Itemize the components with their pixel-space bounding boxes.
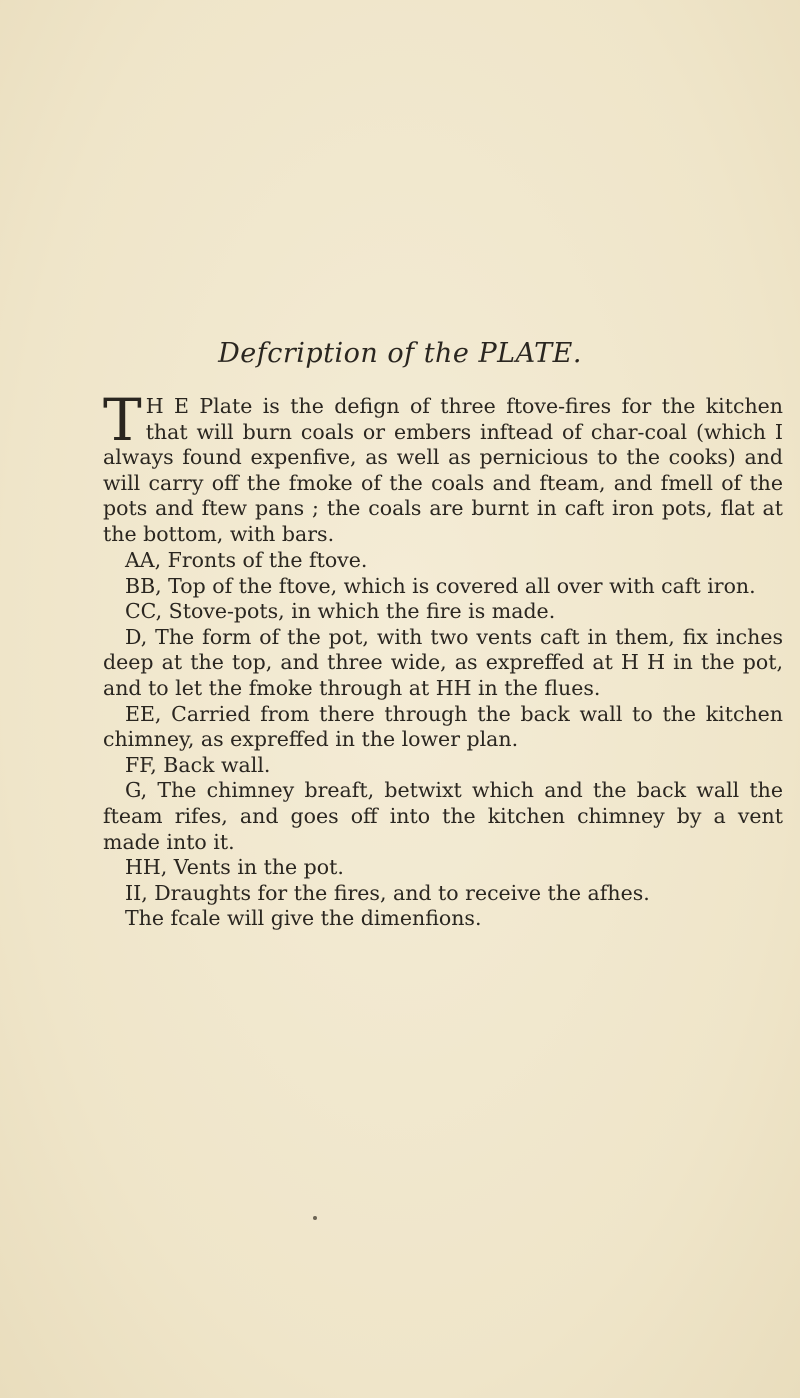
legend-list xyxy=(103,548,783,932)
legend-entry-bb: BB, Top of the ftove, which is covered all over with caft iron. xyxy=(125,573,756,598)
intro-paragraph xyxy=(103,386,783,548)
page-title: Defcription of the PLATE. xyxy=(218,338,582,369)
scale-note: The fcale will give the dimenfions. xyxy=(125,906,482,931)
legend-entry-ee: EE, Carried from there through the back wall to the kitchen chimney, as expreffed in the lower plan. xyxy=(103,701,783,752)
legend-entry-d: D, The form of the pot, with two vents caft in them, fix inches deep at the top, and three wide, as expreffed at H H in the pot, and to let the fmoke through at HH in the flues. xyxy=(103,624,783,700)
intro-text: H E Plate is the defign of three ftove-fires for the kitchen that will burn coals or embers inftead of char-coal (which I always found expenfive, as well as pernicious to the cooks) and will carry off the fmoke of the coals and fteam, and fmell of the pots and ftew pans ; the coals are burnt in caft iron pots, flat at the bottom, with bars. xyxy=(103,394,783,546)
ink-speck xyxy=(313,1216,317,1220)
legend-entry-hh: HH, Vents in the pot. xyxy=(125,855,344,880)
legend-entry-cc: CC, Stove-pots, in which the fire is made. xyxy=(125,599,556,624)
legend-entry-g: G, The chimney breaft, betwixt which and the back wall the fteam rifes, and goes off into the kitchen chimney by a vent made into it. xyxy=(103,778,783,854)
drop-cap: T xyxy=(103,386,142,454)
legend-entry-aa: AA, Fronts of the ftove. xyxy=(125,548,368,572)
legend-entry-ii: II, Draughts for the fires, and to receive the afhes. xyxy=(125,880,650,905)
legend-entry-ff: FF, Back wall. xyxy=(125,752,271,777)
